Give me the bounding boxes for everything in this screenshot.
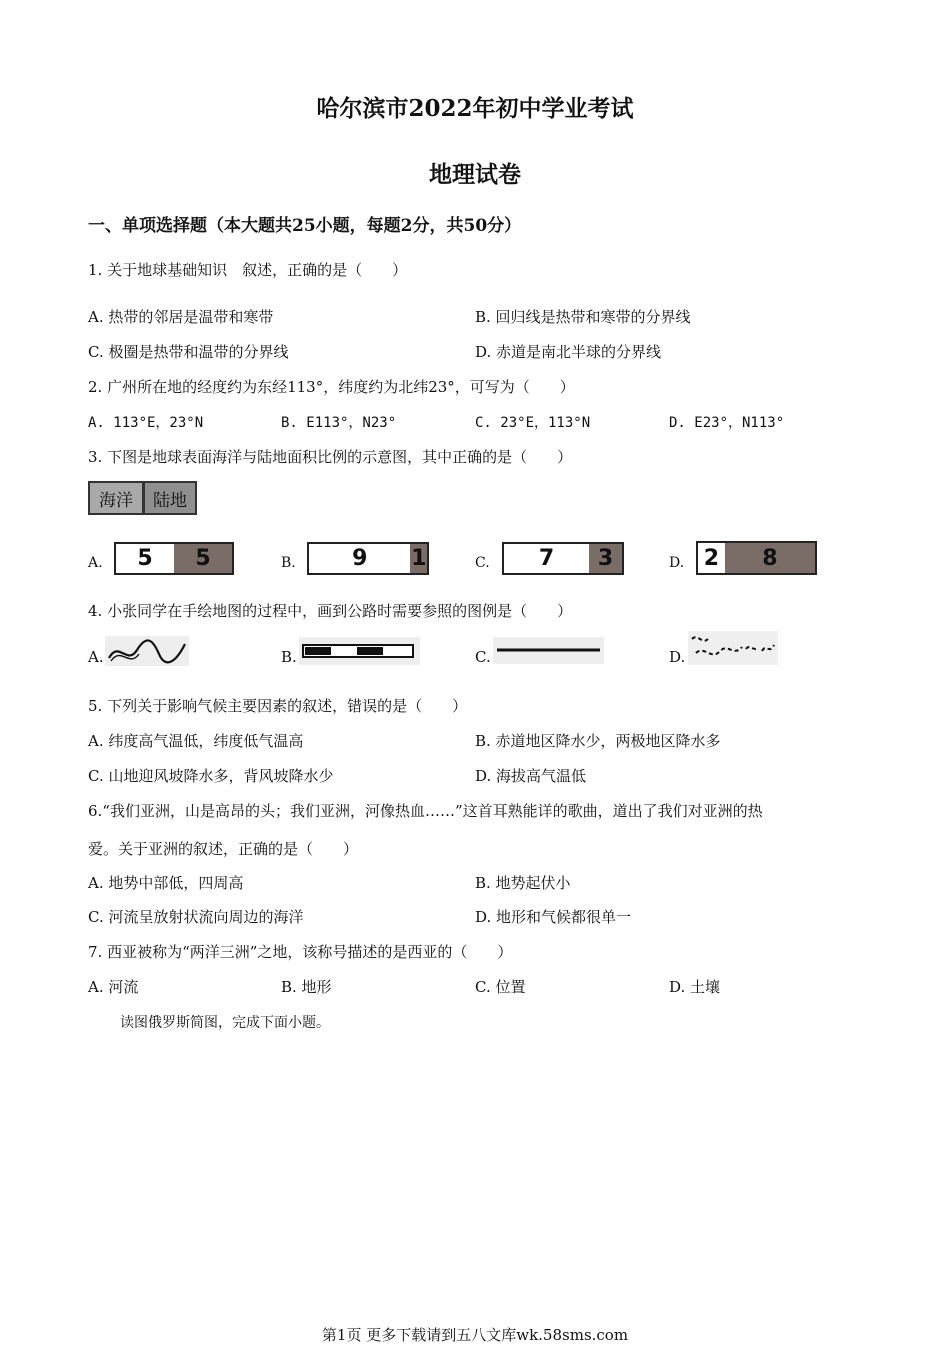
ratio-bar-a [114, 542, 234, 575]
ratio-ocean-c: 7 [504, 544, 589, 573]
page-subtitle: 地理试卷 [429, 161, 521, 188]
question-6-stem-line1: 6.“我们亚洲，山是高昂的头；我们亚洲，河像热血……”这首耳熟能详的歌曲，道出了我们对亚洲的热 [88, 802, 763, 820]
section-heading: 一、单项选择题（本大题共25小题，每题2分，共50分） [88, 216, 522, 236]
question-4-option-b-label: B. [281, 648, 297, 666]
question-2-option-b: B. E113°，N23° [281, 415, 397, 431]
river-symbol-icon [105, 636, 189, 666]
ratio-land-c: 3 [589, 544, 622, 573]
road-symbol-icon [493, 637, 604, 664]
question-4-option-a-label: A. [88, 648, 104, 666]
ratio-bar-b [307, 542, 429, 575]
question-5-option-c: C. 山地迎风坡降水多，背风坡降水少 [88, 767, 334, 785]
ratio-bar-c [502, 542, 624, 575]
question-2-option-a: A. 113°E，23°N [88, 415, 204, 431]
question-7-stem: 7. 西亚被称为“两洋三洲”之地，该称号描述的是西亚的（ ） [88, 943, 513, 961]
legend-land: 陆地 [143, 481, 197, 515]
question-1-option-d: D. 赤道是南北半球的分界线 [475, 343, 662, 361]
question-6-option-c: C. 河流呈放射状流向周边的海洋 [88, 908, 304, 926]
question-4-option-c-label: C. [475, 648, 491, 666]
legend-ocean: 海洋 [88, 481, 144, 515]
ratio-ocean-a: 5 [116, 544, 174, 573]
question-1-option-c: C. 极圈是热带和温带的分界线 [88, 343, 289, 361]
page-footer: 第1页 更多下载请到五八文库wk.58sms.com [321, 1326, 629, 1344]
ratio-bar-d [696, 541, 817, 575]
question-4-stem: 4. 小张同学在手绘地图的过程中，画到公路时需要参照的图例是（ ） [88, 602, 573, 620]
question-7-option-d: D. 土壤 [669, 978, 721, 996]
question-2-option-d: D. E23°，N113° [669, 415, 785, 431]
question-5-option-a: A. 纬度高气温低，纬度低气温高 [88, 732, 304, 750]
ratio-land-d: 8 [725, 543, 815, 573]
question-6-option-b: B. 地势起伏小 [475, 874, 571, 892]
ratio-land-b: 1 [411, 546, 427, 571]
question-3-option-a-label: A. [88, 555, 103, 571]
question-1-option-b: B. 回归线是热带和寒带的分界线 [475, 308, 691, 326]
question-3-option-c-label: C. [475, 555, 490, 571]
seasonal-river-symbol-icon [688, 631, 778, 665]
question-1-stem: 1. 关于地球基础知识 叙述，正确的是（ ） [88, 261, 408, 279]
question-7-option-a: A. 河流 [88, 978, 139, 996]
question-1-option-a: A. 热带的邻居是温带和寒带 [88, 308, 274, 326]
question-5-option-b: B. 赤道地区降水少，两极地区降水多 [475, 732, 721, 750]
question-3-stem: 3. 下图是地球表面海洋与陆地面积比例的示意图，其中正确的是（ ） [88, 448, 573, 466]
railway-symbol-icon [299, 637, 420, 665]
question-3-option-d-label: D. [669, 555, 685, 571]
question-7-option-b: B. 地形 [281, 978, 332, 996]
question-5-option-d: D. 海拔高气温低 [475, 767, 587, 785]
reading-prompt: 读图俄罗斯简图，完成下面小题。 [120, 1015, 330, 1031]
question-6-option-d: D. 地形和气候都很单一 [475, 908, 632, 926]
question-7-option-c: C. 位置 [475, 978, 526, 996]
question-6-stem-line2: 爱。关于亚洲的叙述，正确的是（ ） [88, 840, 359, 858]
ratio-ocean-b: 9 [309, 544, 410, 573]
ratio-ocean-d: 2 [698, 543, 725, 573]
page-title: 哈尔滨市2022年初中学业考试 [316, 95, 634, 122]
question-6-option-a: A. 地势中部低，四周高 [88, 874, 244, 892]
question-4-option-d-label: D. [669, 648, 686, 666]
question-2-option-c: C. 23°E，113°N [475, 415, 591, 431]
question-2-stem: 2. 广州所在地的经度约为东经113°，纬度约为北纬23°，可写为（ ） [88, 378, 575, 396]
question-3-option-b-label: B. [281, 555, 296, 571]
question-5-stem: 5. 下列关于影响气候主要因素的叙述，错误的是（ ） [88, 697, 468, 715]
ratio-land-a: 5 [174, 544, 232, 573]
